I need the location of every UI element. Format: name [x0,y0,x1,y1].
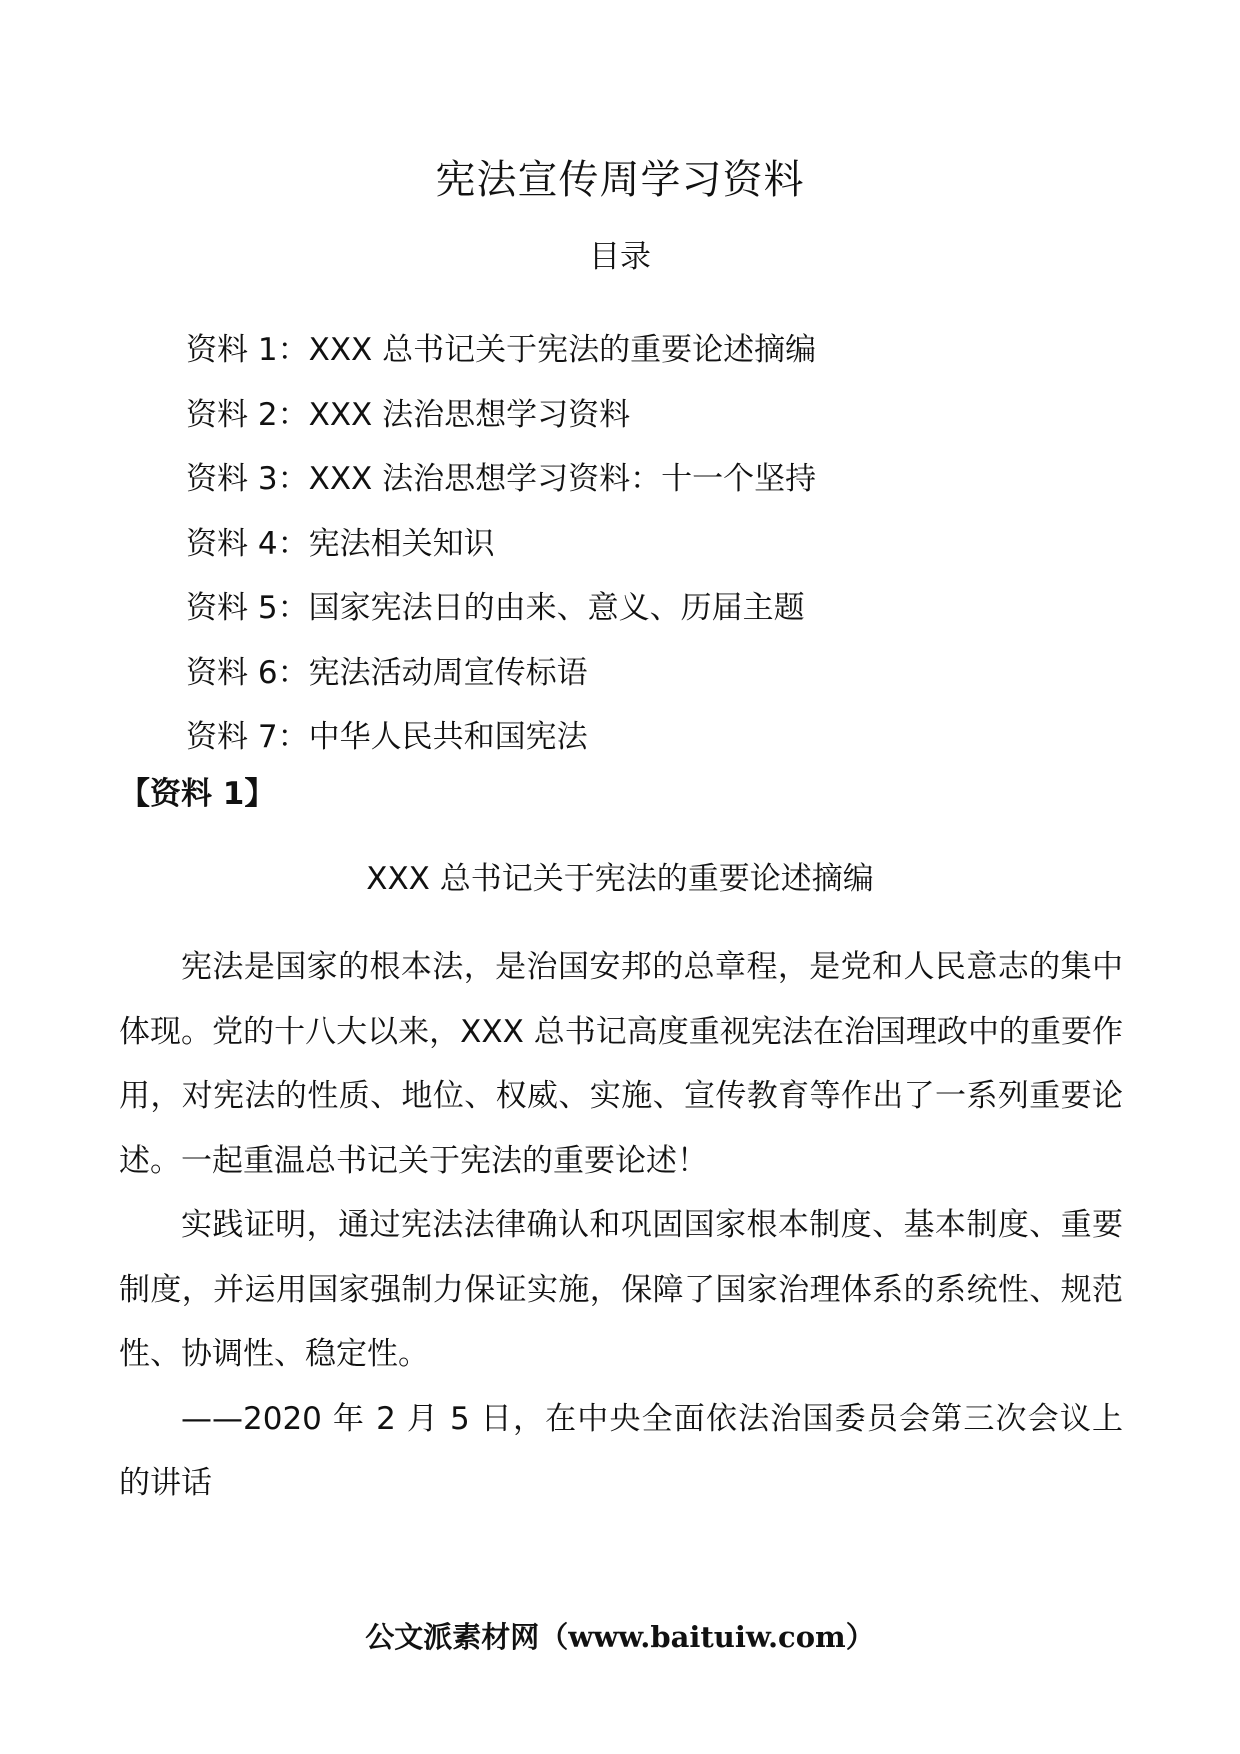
toc-item-7: 资料 7：中华人民共和国宪法 [186,719,588,755]
document-title: 宪法宣传周学习资料 [435,157,805,203]
toc-item-3: 资料 3：XXX 法治思想学习资料：十一个坚持 [186,461,817,497]
toc-item-6: 资料 6：宪法活动周宣传标语 [186,654,588,691]
paragraph-quote: 实践证明，通过宪法法律确认和巩固国家根本制度、基本制度、重要制度，并运用国家强制力保证实施，保障了国家治理体系的系统性、规范性、协调性、稳定性。 [119,1207,1123,1372]
table-of-contents [186,318,816,770]
section-label: 【资料 1】 [119,776,276,812]
paragraph-intro: 宪法是国家的根本法，是治国安邦的总章程，是党和人民意志的集中体现。党的十八大以来，XXX 总书记高度重视宪法在治国理政中的重要作用，对宪法的性质、地位、权威、实施、宣传教育等作出了一系列重要论述。一起重温总书记关于宪法的重要论述！ [119,949,1123,1179]
toc-item-4: 资料 4：宪法相关知识 [186,525,495,562]
section-title: XXX 总书记关于宪法的重要论述摘编 [366,861,874,897]
toc-heading: 目录 [589,239,651,275]
toc-item-1: 资料 1：XXX 总书记关于宪法的重要论述摘编 [186,332,817,368]
body-text [119,935,1123,1516]
toc-item-2: 资料 2：XXX 法治思想学习资料 [186,396,631,433]
toc-item-5: 资料 5：国家宪法日的由来、意义、历届主题 [186,590,805,626]
footer-source: 公文派素材网（www.baituiw.com） [365,1620,875,1654]
paragraph-source: ——2020 年 2 月 5 日，在中央全面依法治国委员会第三次会议上的讲话 [119,1400,1123,1501]
